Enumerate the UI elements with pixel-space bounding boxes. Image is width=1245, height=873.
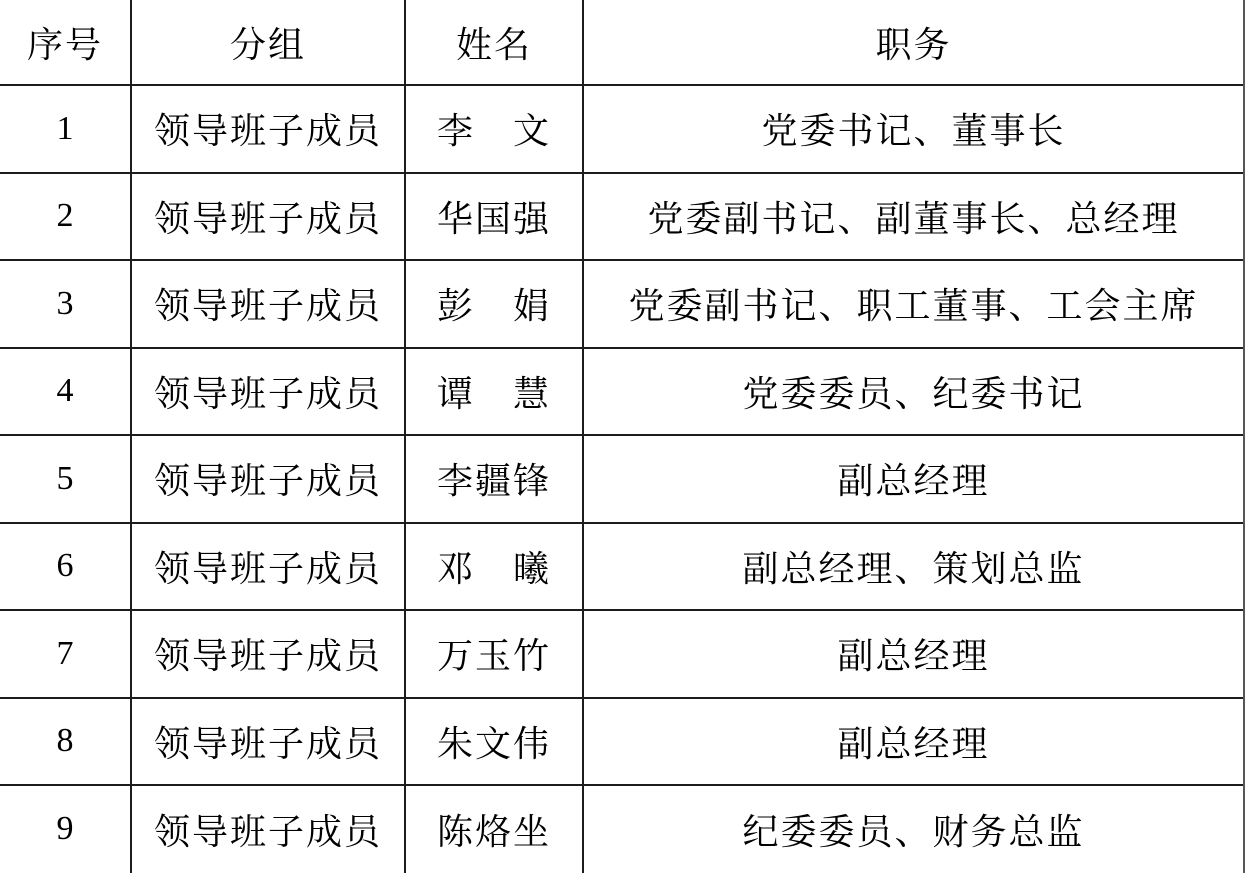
- header-name: 姓名: [405, 0, 583, 85]
- cell-position: 党委书记、董事长: [583, 85, 1245, 173]
- cell-group: 领导班子成员: [131, 435, 405, 523]
- cell-position: 副总经理、策划总监: [583, 523, 1245, 611]
- cell-name: 万玉竹: [405, 610, 583, 698]
- table-row: [0, 85, 1245, 173]
- cell-position: 党委副书记、职工董事、工会主席: [583, 260, 1245, 348]
- cell-no: 1: [0, 85, 131, 173]
- header-position: 职务: [583, 0, 1245, 85]
- cell-group: 领导班子成员: [131, 785, 405, 873]
- cell-position: 党委副书记、副董事长、总经理: [583, 173, 1245, 261]
- cell-no: 5: [0, 435, 131, 523]
- cell-no: 9: [0, 785, 131, 873]
- cell-no: 2: [0, 173, 131, 261]
- cell-name: 陈烙坐: [405, 785, 583, 873]
- cell-group: 领导班子成员: [131, 348, 405, 436]
- table-row: [0, 435, 1245, 523]
- table-row: [0, 348, 1245, 436]
- table-row: [0, 785, 1245, 873]
- table-row: [0, 260, 1245, 348]
- table-header: [0, 0, 1245, 85]
- cell-position: 副总经理: [583, 435, 1245, 523]
- cell-no: 4: [0, 348, 131, 436]
- cell-no: 8: [0, 698, 131, 786]
- header-no: 序号: [0, 0, 131, 85]
- header-group: 分组: [131, 0, 405, 85]
- cell-no: 6: [0, 523, 131, 611]
- cell-group: 领导班子成员: [131, 85, 405, 173]
- cell-position: 党委委员、纪委书记: [583, 348, 1245, 436]
- cell-name: 彭 娟: [405, 260, 583, 348]
- cell-no: 3: [0, 260, 131, 348]
- cell-name: 朱文伟: [405, 698, 583, 786]
- cell-no: 7: [0, 610, 131, 698]
- header-row: [0, 0, 1245, 85]
- table-row: [0, 610, 1245, 698]
- table-row: [0, 173, 1245, 261]
- cell-group: 领导班子成员: [131, 173, 405, 261]
- cell-group: 领导班子成员: [131, 698, 405, 786]
- table-row: [0, 523, 1245, 611]
- cell-position: 副总经理: [583, 698, 1245, 786]
- cell-group: 领导班子成员: [131, 523, 405, 611]
- cell-position: 副总经理: [583, 610, 1245, 698]
- cell-name: 华国强: [405, 173, 583, 261]
- cell-position: 纪委委员、财务总监: [583, 785, 1245, 873]
- cell-group: 领导班子成员: [131, 260, 405, 348]
- table-body: [0, 85, 1245, 873]
- cell-name: 谭 慧: [405, 348, 583, 436]
- cell-name: 李 文: [405, 85, 583, 173]
- cell-group: 领导班子成员: [131, 610, 405, 698]
- cell-name: 邓 曦: [405, 523, 583, 611]
- table-row: [0, 698, 1245, 786]
- cell-name: 李疆锋: [405, 435, 583, 523]
